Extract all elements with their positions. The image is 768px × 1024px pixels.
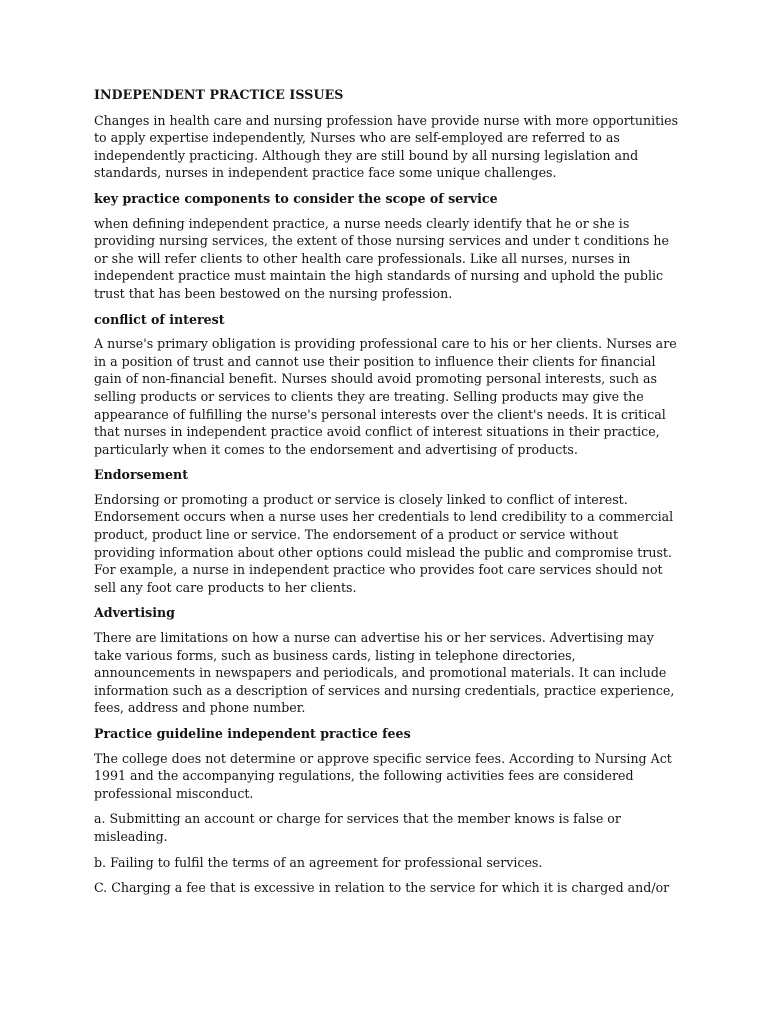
paragraph-advertising: There are limitations on how a nurse can advertise his or her services. Advertising may take various forms, such as business cards, listing in telephone directories, announcements in newspapers and periodicals, and promotional materials. It can include information such as a description of services and nursing credentials, practice experience, fees, address and phone number. <box>94 630 675 716</box>
paragraph-scope: when defining independent practice, a nurse needs clearly identify that he or she is providing nursing services, the extent of those nursing services and under t conditions he or she will refer clients to other health care professionals. Like all nurses, nurses in independent practice must maintain the high standards of nursing and uphold the public trust that has been bestowed on the nursing profession. <box>94 215 669 301</box>
section-heading-endorsement: Endorsement <box>94 467 189 483</box>
section-heading-advertising: Advertising <box>94 605 175 621</box>
document-page <box>94 86 679 905</box>
list-item-b: b. Failing to fulfil the terms of an agreement for professional services. <box>94 854 543 870</box>
intro-paragraph: Changes in health care and nursing profession have provide nurse with more opportunities to apply expertise independently, Nurses who are self-employed are referred to as independently practicing. Although they are still bound by all nursing legislation and standards, nurses in independent practice face some unique challenges. <box>94 112 679 181</box>
section-heading-conflict: conflict of interest <box>94 311 225 327</box>
section-heading-scope: key practice components to consider the scope of service <box>94 190 498 206</box>
document-title: INDEPENDENT PRACTICE ISSUES <box>94 87 344 102</box>
paragraph-fees: The college does not determine or approve specific service fees. According to Nursing Act 1991 and the accompanying regulations, the following activities fees are considered professional misconduct. <box>94 750 672 801</box>
paragraph-endorsement: Endorsing or promoting a product or service is closely linked to conflict of interest. Endorsement occurs when a nurse uses her credentials to lend credibility to a commercial product, product line or service. The endorsement of a product or service without providing information about other options could mislead the public and compromise trust. For example, a nurse in independent practice who provides foot care services should not sell any foot care products to her clients. <box>94 491 674 595</box>
section-heading-fees: Practice guideline independent practice fees <box>94 726 411 741</box>
paragraph-conflict: A nurse's primary obligation is providing professional care to his or her clients. Nurses are in a position of trust and cannot use their position to influence their clients for financial gain of non-financial benefit. Nurses should avoid promoting personal interests, such as selling products or services to clients they are treating. Selling products may give the appearance of fulfilling the nurse's personal interests over the client's needs. It is critical that nurses in independent practice avoid conflict of interest situations in their practice, particularly when it comes to the endorsement and advertising of products. <box>94 336 677 457</box>
list-item-a: a. Submitting an account or charge for services that the member knows is false or misleading. <box>94 811 621 844</box>
list-item-c: C. Charging a fee that is excessive in relation to the service for which it is charged and/or <box>94 880 670 896</box>
